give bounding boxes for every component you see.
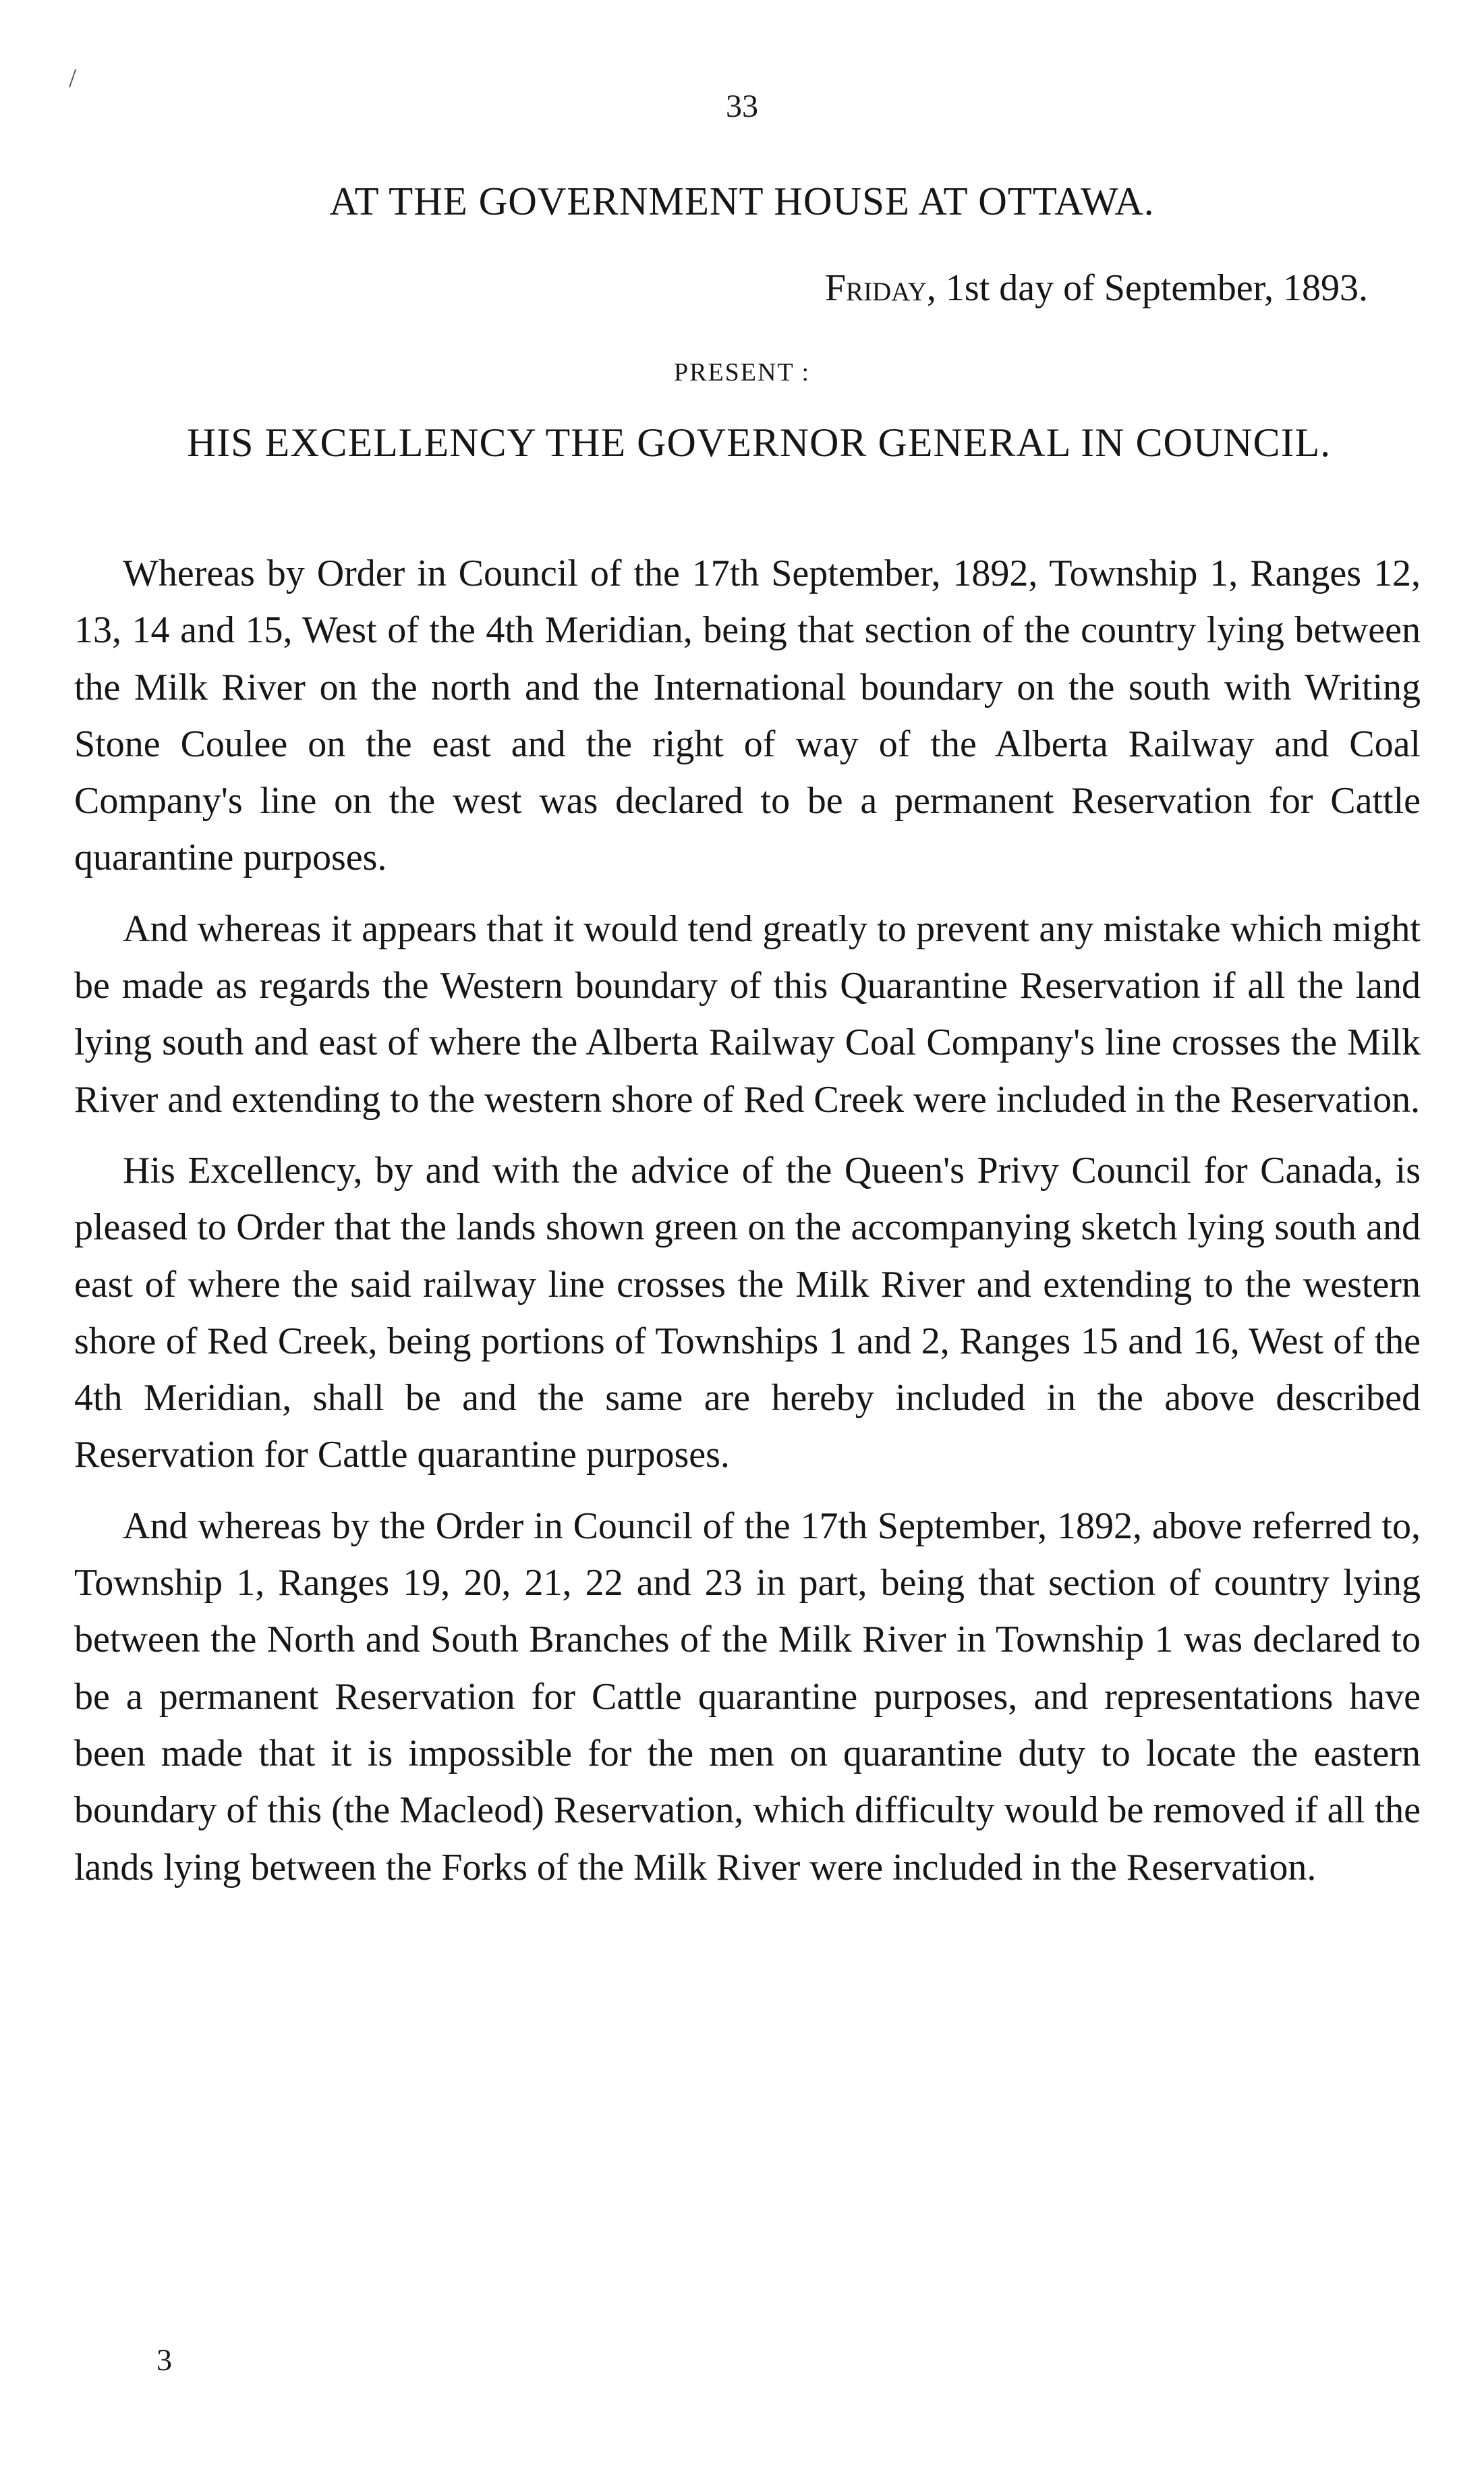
date-day: Friday, (824, 267, 936, 309)
paragraph-4: And whereas by the Order in Council of the 17th September, 1892, above referred to, Township 1, Ranges 19, 20, 21, 22 and 23 in part, being that section of country lying between the North and South Branches of the Milk River in Township 1 was declared to be a permanent Reservation for Cattle quarantine purposes, and representations have been made that it is impossible for the men on quarantine duty to locate the eastern boundary of this (the Macleod) Reservation, which difficulty would be removed if all the lands lying between the Forks of the Milk River were included in the Reservation. (74, 1505, 1421, 1888)
body-text (74, 545, 1421, 1910)
signature-mark: 3 (156, 2343, 172, 2377)
paragraph-2: And whereas it appears that it would tend greatly to prevent any mistake which might be made as regards the Western boundary of this Quarantine Reservation if all the land lying south and east of where the Alberta Railway Coal Company's line crosses the Milk River and extending to the western shore of Red Creek were included in the Reservation. (74, 907, 1421, 1121)
council-line: HIS EXCELLENCY THE GOVERNOR GENERAL IN COUNCIL. (186, 420, 1332, 465)
date-line (825, 264, 1368, 312)
present-label: PRESENT : (673, 358, 811, 387)
document-heading: AT THE GOVERNMENT HOUSE AT OTTAWA. (329, 179, 1155, 223)
date-rest: 1st day of September, 1893. (945, 267, 1368, 309)
paragraph-1: Whereas by Order in Council of the 17th September, 1892, Township 1, Ranges 12, 13, 14 and 15, West of the 4th Meridian, being that section of the country lying between the Milk River on the north and the International boundary on the south with Writing Stone Coulee on the east and the right of way of the Alberta Railway and Coal Company's line on the west was declared to be a permanent Reservation for Cattle quarantine purposes. (74, 553, 1421, 879)
page-number: 33 (726, 88, 758, 124)
margin-mark: / (69, 63, 77, 93)
paragraph-3: His Excellency, by and with the advice of the Queen's Privy Council for Canada, is pleased to Order that the lands shown green on the accompanying sketch lying south and east of where the said railway line crosses the Milk River and extending to the western shore of Red Creek, being portions of Townships 1 and 2, Ranges 15 and 16, West of the 4th Meridian, shall be and the same are hereby included in the above described Reservation for Cattle quarantine purposes. (74, 1149, 1421, 1476)
